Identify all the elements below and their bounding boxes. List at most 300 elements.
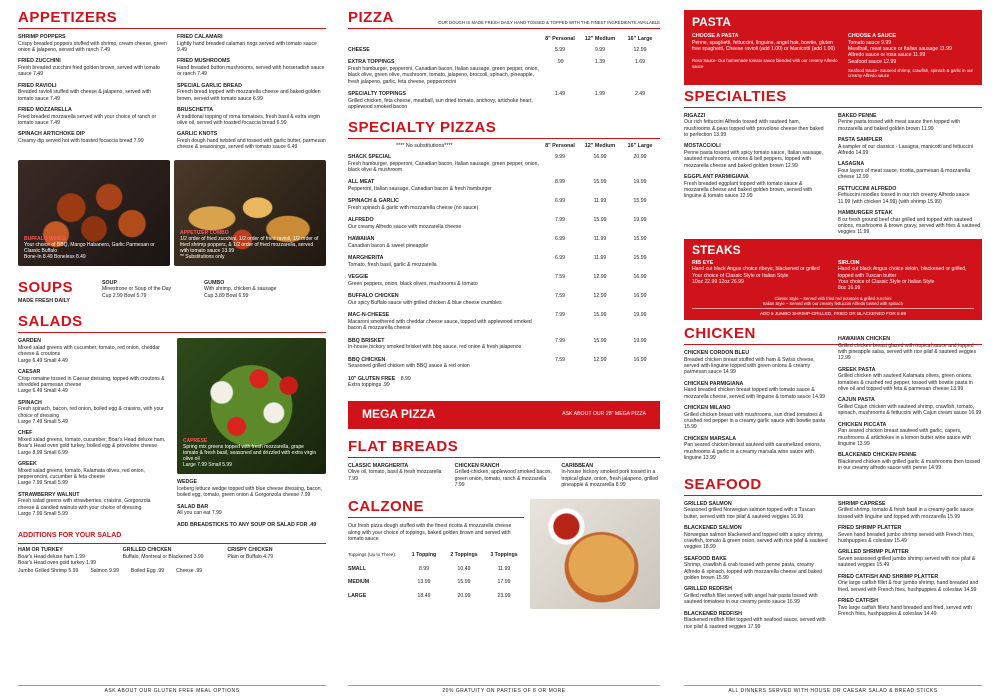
sirloin-desc: Hand cut black Angus choice sirloin, blackened or grilled, topped with Tuscan butter Your choice of Classic Style or Italian Style: [838, 266, 967, 286]
menu-item: [177, 58, 326, 77]
item-name: BLACKENED REDFISH: [684, 610, 742, 617]
mega-pizza-note: ASK ABOUT OUR 28" MEGA PIZZA: [562, 411, 646, 418]
menu-item: [838, 336, 982, 362]
pizza-row: [348, 253, 660, 272]
divider: [348, 457, 660, 458]
item-price: Large 7.49 Small 5.49: [18, 418, 68, 425]
pizza-name: SPINACH & GARLIC: [348, 198, 399, 205]
chicken-title: CHICKEN: [684, 325, 756, 343]
pizza-name: MAC-N-CHEESE: [348, 312, 390, 319]
menu-item: [561, 463, 660, 489]
pizza-price: 1.99: [594, 91, 606, 98]
calzone-title: CALZONE: [348, 498, 424, 516]
item-desc: Fresh salad greens with strawberries, craisins, Gorgonzola cheese & candied walnuts with your choice of dressing: [18, 498, 151, 511]
pizza-info: [348, 57, 540, 89]
appetizers-list: [18, 34, 326, 156]
calzone-size: SMALL: [348, 565, 366, 572]
pizza-table: [348, 34, 660, 114]
pizza-price: 15.99: [633, 236, 647, 243]
menu-item: [684, 501, 828, 520]
item-name: SPINACH: [18, 399, 42, 406]
addition-name: HAM OR TURKEY: [18, 546, 63, 553]
pizza-info: [348, 89, 540, 114]
item-desc: Fried breaded mozzarella served with your choice of ranch or tomato sauce 7.49: [18, 113, 157, 126]
pizza-price: 19.99: [633, 337, 647, 344]
calzone-price: 13.99: [417, 579, 431, 586]
addition-name: CRISPY CHICKEN: [227, 546, 273, 553]
addition-extra: Jumbo Grilled Shrimp 5.99: [18, 568, 79, 575]
pizza-price: 7.99: [554, 312, 566, 319]
pizza-rows: [348, 45, 660, 115]
pizza-desc: Seasoned grilled chicken with BBQ sauce & red onion: [348, 363, 470, 370]
calzone-price: 10.49: [457, 565, 471, 572]
menu-item: [684, 436, 828, 462]
item-name: FRIED CATFISH: [838, 598, 878, 605]
menu-item: [684, 405, 828, 431]
pizza-name: ALFREDO: [348, 217, 374, 224]
column-right: [684, 10, 982, 694]
salad-bar-desc: All you can eat 7.99: [177, 510, 222, 517]
pizza-price: 11.99: [593, 236, 607, 243]
item-desc: Grilled shrimp, tomato & fresh basil in a creamy garlic sauce tossed with linguine and topped with mozzarella 15.99: [838, 507, 974, 520]
item-name: FRIED SHRIMP PLATTER: [838, 525, 902, 532]
item-name: FRIED CATFISH AND SHRIMP PLATTER: [838, 573, 939, 580]
item-desc: Four layers of meat sauce, ricotta, parmesan & mozzarella cheese 12.99: [838, 168, 970, 181]
steaks-box: [684, 239, 982, 320]
menu-item: [684, 556, 828, 582]
pizza-price: 15.99: [633, 255, 647, 262]
divider: [348, 517, 524, 518]
pizza-price: 15.99: [593, 217, 607, 224]
breadsticks-note: ADD BREADSTICKS TO ANY SOUP OR SALAD FOR .49: [177, 521, 317, 528]
pizza-title: PIZZA: [348, 9, 394, 26]
pizza-price: 7.59: [554, 356, 566, 363]
pizza-info: [348, 177, 540, 196]
pizza-desc: Our spicy Buffalo sauce with grilled chicken & blue cheese crumbles: [348, 299, 502, 306]
appetizer-combo-caption: [180, 230, 320, 260]
divider: [684, 107, 982, 108]
menu-item: [838, 186, 982, 205]
item-desc: Mixed salad greens, tomato, Kalamata olives, red onion, pepperoncini, cucumber & feta cheese: [18, 467, 145, 480]
calzone-price: 20.99: [457, 592, 471, 599]
pizza-price: 15.99: [593, 337, 607, 344]
item-name: GRILLED SHRIMP PLATTER: [838, 549, 909, 556]
calzone-header-1: 1 Topping: [411, 552, 437, 559]
pizza-row: [348, 234, 660, 253]
item-desc: Seasoned grilled Norwegian salmon topped with a Tuscan butter, served with rice pilaf & sauteed veggies 16.99: [684, 507, 816, 520]
pizza-name: BBQ BRISKET: [348, 337, 385, 344]
item-price: Large 6.49 Small 4.49: [18, 357, 68, 364]
chicken-left-col: [684, 350, 828, 477]
pizza-row: [348, 336, 660, 355]
pizza-price: 16.99: [633, 274, 647, 281]
buffalo-wings-photo: [18, 160, 170, 266]
specialty-rows: [348, 152, 660, 373]
pizza-info: [348, 152, 540, 177]
column-left: [18, 10, 326, 694]
pizza-desc: Grilled chicken, feta cheese, meatball, sun dried tomato, anchovy, artichoke heart, applewood smoked bacon: [348, 97, 533, 111]
appetizer-combo-name: APPETIZER COMBO: [180, 229, 229, 236]
pizza-price: 20.99: [633, 154, 647, 161]
item-price: Large 7.99 Small 5.99: [18, 511, 68, 518]
pizza-price: 11.99: [593, 198, 607, 205]
menu-item: [18, 83, 167, 102]
addition-desc: Boar's Head deluxe ham 1.99 Boar's Head oven gold turkey 1.99: [18, 553, 96, 566]
soups-heading: [18, 280, 88, 305]
calzone-table: [348, 550, 524, 601]
item-desc: Fresh dough hand twisted and tossed with garlic butter, parmesan cheese & seasonings, served with tomato sauce 6.49: [177, 137, 326, 151]
pizza-row: [348, 215, 660, 234]
ribeye-name: RIB EYE: [692, 259, 714, 266]
calzone-rows: [348, 561, 524, 602]
pizza-info: [348, 310, 540, 335]
menu-item: [838, 210, 982, 236]
mega-pizza-title: MEGA PIZZA: [362, 407, 436, 422]
menu-item: [684, 143, 828, 169]
chicken-right-col: [838, 336, 982, 477]
item-name: CARIBBEAN: [561, 462, 594, 469]
specialties-left-col: [684, 113, 828, 241]
pizza-desc: Tomato, fresh basil, garlic & mozzarella: [348, 261, 437, 268]
pizza-row: [348, 272, 660, 291]
item-name: CHICKEN PICCATA: [838, 421, 887, 428]
calzone-price: 17.99: [497, 579, 511, 586]
pizza-row: [348, 310, 660, 335]
menu-item: [18, 492, 167, 518]
menu-item: [18, 58, 167, 77]
item-desc: Pan seared chicken breast sauteed with caramelized onions, mushrooms & garlic in a creamy marsala wine sauce with linguine 13.99: [684, 442, 822, 462]
item-name: HAMBURGER STEAK: [838, 210, 893, 217]
item-name: SHRIMP POPPERS: [18, 34, 66, 40]
item-desc: Shrimp, crawfish & crab tossed with penne pasta, creamy Alfredo & spinach, topped with mozzarella cheese and baked golden brown 15.99: [684, 562, 822, 582]
pizza-name: CHEESE: [348, 46, 370, 53]
seafood-left-col: [684, 501, 828, 635]
item-name: CAJUN PASTA: [838, 397, 875, 404]
menu-item: [838, 501, 982, 520]
buffalo-wings-price: Bone-In 8.49 Boneless 8.49: [24, 253, 86, 260]
menu-item: [838, 549, 982, 568]
pizza-name: BBQ CHICKEN: [348, 356, 386, 363]
size-medium: 12" Medium: [584, 143, 616, 150]
item-name: BRUSCHETTA: [177, 106, 214, 113]
specialties-right-col: [838, 113, 982, 241]
shrimp-addon: ADD 5 JUMBO SHRIMP-GRILLED, FRIED OR BLACKENED FOR 5.99: [692, 308, 974, 317]
calzone-price: 18.49: [417, 592, 431, 599]
sirloin-name: SIRLOIN: [838, 259, 860, 266]
calzone-section: [348, 499, 660, 609]
item-name: GREEK PASTA: [838, 366, 876, 373]
specialty-title: SPECIALTY PIZZAS: [348, 119, 497, 137]
choose-pasta-title: CHOOSE A PASTA: [692, 33, 739, 39]
item-desc: Seven hand breaded jumbo shrimp served with French fries, hushpuppies & coleslaw 15.49: [838, 531, 975, 545]
item-name: CHICKEN MILANO: [684, 405, 731, 412]
classic-style-note: Classic Style – Served with fried red potatoes & grilled zucchini: [774, 295, 892, 301]
pizza-price: 12.99: [593, 356, 607, 363]
caprese-photo: [177, 338, 326, 474]
item-name: CHICKEN CORDON BLEU: [684, 350, 750, 357]
pizza-price: 19.99: [633, 312, 647, 319]
pizza-price: 6.99: [554, 236, 566, 243]
pizza-desc: In-house hickory smoked brisket with bbq sauce, red onion & fresh jalapenos: [348, 344, 522, 351]
pizza-name: HAWAIIAN: [348, 236, 375, 243]
caprese-price: Large 7.99 Small 5.99: [183, 462, 232, 469]
menu-item: [684, 381, 828, 400]
gumbo-desc: With shrimp, chicken & sausage: [204, 286, 277, 293]
menu-item: [838, 525, 982, 544]
size-large: 16" Large: [627, 143, 653, 150]
pizza-desc: Green peppers, onion, black olives, mushrooms & tomato: [348, 280, 478, 287]
pizza-desc: Fresh spinach & garlic with mozzarella cheese (no sauce): [348, 205, 479, 212]
item-name: CAESAR: [18, 368, 41, 375]
choose-sauce-title: CHOOSE A SAUCE: [848, 33, 896, 39]
pizza-price: 19.99: [633, 217, 647, 224]
appetizers-left-col: [18, 34, 167, 156]
item-name: LASAGNA: [838, 161, 865, 168]
additions-list: [18, 547, 326, 566]
item-price: Large 8.99 Small 6.99: [18, 449, 68, 456]
specialty-subtitle: **** No substitutions****: [396, 143, 453, 150]
menu-item: [838, 113, 982, 132]
calzone-header-toppings: Toppings (Up to Three):: [348, 552, 397, 558]
steak-style-notes: [692, 296, 974, 307]
specialty-header: [348, 120, 660, 135]
soups-title: SOUPS: [18, 278, 74, 296]
pizza-price: 8.99: [554, 179, 566, 186]
calzone-row: [348, 588, 524, 602]
calzone-size: MEDIUM: [348, 579, 370, 586]
item-desc: In-house hickory smoked pork tossed in a tropical glaze, onion, fresh jalapeno, grilled pineapple & mozzarella 8.99: [561, 469, 658, 488]
appetizer-combo-note: ** Substitutions only: [180, 253, 225, 260]
menu-item: [684, 611, 828, 630]
soups-section: [18, 280, 326, 305]
soup-name: SOUP: [102, 279, 118, 286]
item-name: STRAWBERRY WALNUT: [18, 491, 80, 498]
menu-item: [838, 598, 982, 617]
sirloin-item: [838, 260, 974, 292]
menu-item: [684, 525, 828, 551]
pizza-price: 12.99: [633, 46, 647, 53]
menu-item: [684, 113, 828, 139]
calzone-info: [348, 499, 524, 609]
column-middle: [348, 10, 660, 694]
menu-item: [177, 83, 326, 102]
menu-item: [684, 350, 828, 376]
item-name: GREEK: [18, 461, 37, 467]
pizza-info: [348, 196, 540, 215]
item-name: GARLIC KNOTS: [177, 131, 218, 138]
buffalo-wings-caption: [24, 236, 170, 260]
pizza-price: 7.99: [554, 337, 566, 344]
choose-sauce: [848, 33, 974, 79]
ribeye-desc: Hand cut black Angus choice ribeye, blackened or grilled Your choice of Classic Style or Italian Style: [692, 266, 820, 279]
item-name: EGGPLANT PARMIGIANA: [684, 174, 749, 181]
pizza-price: 12.99: [593, 274, 607, 281]
item-desc: Penne pasta tossed with meat sauce then topped with mozzarella and baked golden brown 11.99: [838, 119, 961, 132]
choose-pasta-desc: Penne, spaghetti, fettuccini, linguine, angel hair, bowtie, gluten free spaghetti, Cheese ravioli (add 1.00) or Manicotti (add 1.00): [692, 39, 835, 52]
item-desc: Seven seasoned grilled jumbo shrimp served with rice pilaf & sauteed veggies 15.49: [838, 556, 976, 569]
item-desc: Fresh spinach, bacon, red onion, boiled egg & craisins, with your choice of dressing: [18, 406, 164, 419]
gluten-free-note: ASK ABOUT OUR GLUTEN FREE MEAL OPTIONS: [18, 685, 326, 694]
pasta-options: [692, 33, 974, 79]
pizza-name: VEGGIE: [348, 274, 369, 281]
salads-list: [18, 338, 326, 528]
gluten-free-name: 10" GLUTEN FREE: [348, 375, 396, 382]
item-desc: French bread topped with mozzarella cheese and baked golden brown, served with tomato sauce 6.99: [177, 89, 321, 102]
calzone-price: 8.99: [418, 565, 430, 572]
caprese-caption: [183, 438, 320, 468]
item-name: FRIED MOZZARELLA: [18, 106, 72, 113]
soup-desc: Minestrone or Soup of the Day: [102, 286, 172, 293]
pizza-price: 16.99: [633, 356, 647, 363]
specialties-title: SPECIALTIES: [684, 87, 787, 105]
seafood-title: SEAFOOD: [684, 475, 762, 493]
addition-item: [18, 547, 117, 566]
pizza-name: SHACK SPECIAL: [348, 154, 392, 161]
pizza-price: 7.59: [554, 274, 566, 281]
pizza-name: EXTRA TOPPINGS: [348, 59, 395, 66]
menu-item: [348, 463, 447, 489]
pizza-price: 19.99: [633, 179, 647, 186]
menu-item: [838, 137, 982, 156]
item-name: GARDEN: [18, 338, 41, 345]
pizza-info: [348, 253, 540, 272]
item-desc: Hand breaded button mushrooms, served with horseradish sauce or ranch 7.49: [177, 64, 325, 78]
pizza-price: .99: [556, 59, 564, 66]
divider: [348, 138, 660, 139]
pizza-info: [348, 291, 540, 310]
flatbreads-list: [348, 463, 660, 494]
salad-bar-name: SALAD BAR: [177, 503, 209, 510]
pizza-price: 6.99: [554, 255, 566, 262]
item-price: Large 6.49 Small 4.49: [18, 388, 68, 395]
calzone-row: [348, 574, 524, 588]
item-name: BLACKENED SALMON: [684, 525, 742, 532]
item-desc: Crisp romaine tossed in Caesar dressing, topped with croutons & shredded parmesan cheese: [18, 375, 165, 388]
sirloin-price: 8oz 16.99: [838, 285, 861, 292]
item-desc: Creamy dip served hot with toasted focaccia bread 7.99: [18, 137, 144, 144]
pizza-row: [348, 196, 660, 215]
salads-left-col: [18, 338, 167, 528]
addition-name: GRILLED CHICKEN: [122, 546, 172, 553]
soups-subtitle: MADE FRESH DAILY: [18, 297, 70, 304]
addition-extra: Salmon 9.99: [90, 568, 119, 575]
item-name: BLACKENED CHICKEN PENNE: [838, 452, 917, 459]
addition-item: [123, 547, 222, 566]
calzone-size: LARGE: [348, 592, 367, 599]
menu-item: [18, 461, 167, 487]
soup-price: Cup 2.99 Bowl 5.79: [102, 292, 147, 299]
pizza-desc: Pepperoni, Italian sausage, Canadian bacon & fresh hamburger: [348, 186, 492, 193]
item-name: FETTUCCINI ALFREDO: [838, 185, 897, 192]
rosa-note: Rosa Sauce- Our homemade tomato sauce blended with our creamy Alfredo sauce: [692, 58, 838, 69]
item-name: MOSTACCIOLI: [684, 143, 721, 150]
pasta-title: PASTA: [692, 15, 731, 29]
divider: [348, 28, 660, 29]
item-name: GRILLED REDFISH: [684, 586, 732, 593]
item-desc: 8 oz fresh ground beef char grilled and topped with sauteed onions, mushrooms & brown gravy, served with fries & sauteed veggies 11.99: [838, 216, 981, 236]
item-desc: Fresh breaded zucchini fried golden brown, served with tomato sauce 7.49: [18, 64, 160, 78]
item-desc: A traditional topping of roma tomatoes, fresh basil & extra virgin olive oil, served with toasted focaccia bread 6.99: [177, 113, 320, 126]
menu-item: [838, 574, 982, 593]
item-desc: Pan seared chicken breast sauteed with garlic, capers, mushrooms & artichokes in a lemon butter wine sauce with linguine 13.99: [838, 428, 971, 448]
item-name: HAWAIIAN CHICKEN: [838, 336, 891, 343]
menu-item: [838, 161, 982, 180]
item-desc: Mixed salad greens with cucumber, tomato, red onion, cheddar cheese & croutons: [18, 344, 160, 358]
item-desc: Mixed salad greens, tomato, cucumber, Boar's Head deluxe ham, Boar's Head oven gold turkey, boiled egg & provolone cheese: [18, 436, 166, 450]
wedge-desc: Iceberg lettuce wedge topped with blue cheese dressing, bacon, boiled egg, tomato, green onion & Gorgonzola cheese 7.99: [177, 485, 322, 499]
pizza-desc: Our creamy Alfredo sauce with mozzarella cheese: [348, 224, 462, 230]
item-desc: Lightly hand breaded calamari rings served with tomato sauce 9.49: [177, 40, 317, 53]
size-personal: 8" Personal: [545, 36, 575, 42]
pizza-desc: Fresh hamburger, pepperoni, Canadian bacon, Italian sausage, green pepper, onion, black olive & mushroom: [348, 160, 539, 174]
item-desc: Two large catfish fillets hand breaded and fried, served with French fries, hushpuppies & coleslaw 14.49: [838, 604, 972, 618]
seafood-note: Seafood Sauce- Sauteed shrimp, crawfish, spinach & garlic in our creamy Alfredo sauce: [848, 68, 973, 79]
item-name: PASTA SAMPLER: [838, 137, 883, 144]
steaks-list: [692, 260, 974, 292]
item-name: GRILLED SALMON: [684, 500, 732, 507]
item-desc: Grilled Cajun chicken with sauteed shrimp, crawfish, tomato, spinach, mushrooms & fettuccini with Cajun cream sauce 16.99: [838, 404, 982, 417]
calzone-photo: [530, 499, 660, 609]
calzone-price: 23.99: [497, 592, 511, 599]
item-desc: Olive oil, tomato, basil & fresh mozzarella 7.99: [348, 469, 442, 482]
gluten-free-extra: Extra toppings .99: [348, 382, 390, 389]
pizza-row: [348, 177, 660, 196]
item-name: FRIED ZUCCHINI: [18, 58, 61, 65]
choose-sauce-desc: Tomato sauce 9.99 Meatball, meat sauce or Italian sausage 11.99 Alfredo sauce or rosa sauce 11.99 Seafood sauce 12.99: [848, 39, 952, 65]
menu-item: [455, 463, 554, 489]
salad-bar-item: [177, 504, 326, 517]
ribeye-item: [692, 260, 828, 292]
pizza-row: [348, 89, 660, 114]
pizza-info: [348, 272, 540, 291]
gumbo-item: [204, 280, 304, 299]
pizza-price: 15.99: [593, 312, 607, 319]
item-name: SEAFOOD BAKE: [684, 555, 727, 562]
pizza-row: [348, 291, 660, 310]
gluten-free-row: [348, 374, 660, 391]
pizza-name: MARGHERITA: [348, 255, 384, 262]
divider: [18, 28, 326, 29]
pizza-row: [348, 57, 660, 89]
pizza-info: [348, 45, 540, 58]
menu-item: [18, 369, 167, 395]
pizza-price: 12.99: [593, 293, 607, 300]
buffalo-wings-desc: Your choice of BBQ, Mango Habanero, Garlic Parmesan or Classic Buffalo: [24, 241, 155, 254]
calzone-row: [348, 561, 524, 575]
pizza-price: 7.59: [554, 293, 566, 300]
item-desc: Penne pasta tossed with spicy tomato sauce, Italian sausage, sauteed mushrooms, onions & bell peppers, topped with mozzarella cheese and baked golden brown 12.99: [684, 150, 824, 169]
menu-item: [177, 107, 326, 126]
menu-item: [838, 452, 982, 471]
item-desc: Our rich fettuccini Alfredo tossed with sauteed ham, mushrooms & peas topped with provolone cheese then baked to perfection 13.99: [684, 119, 824, 139]
wedge-item: [177, 479, 326, 498]
item-desc: Breaded ravioli stuffed with cheese & jalapeno, served with tomato sauce 7.49: [18, 89, 151, 102]
addition-desc: Buffalo, Montreal or Blackened 3.99: [122, 553, 204, 560]
calzone-header-row: [348, 550, 524, 561]
divider: [18, 543, 326, 544]
item-name: RIGAZZI: [684, 112, 706, 119]
calzone-header-2: 2 Toppings: [450, 552, 478, 559]
item-name: CLASSIC MARGHERITA: [348, 462, 409, 469]
pizza-price: 11.99: [593, 255, 607, 262]
divider: [18, 332, 326, 333]
specialty-size-header: [348, 141, 660, 152]
appetizers-title: APPETIZERS: [18, 9, 118, 26]
size-personal: 8" Personal: [545, 143, 575, 150]
menu-item: [684, 586, 828, 605]
caprese-desc: Spring mix greens topped with fresh mozzarella, grape tomato & fresh basil, seasoned and drizzled with extra virgin olive oil: [183, 444, 317, 463]
item-desc: Grilled chicken breast glazed with tropical sauce and topped with pineapple salsa, served with rice pilaf & sauteed veggies 12.99: [838, 342, 977, 362]
